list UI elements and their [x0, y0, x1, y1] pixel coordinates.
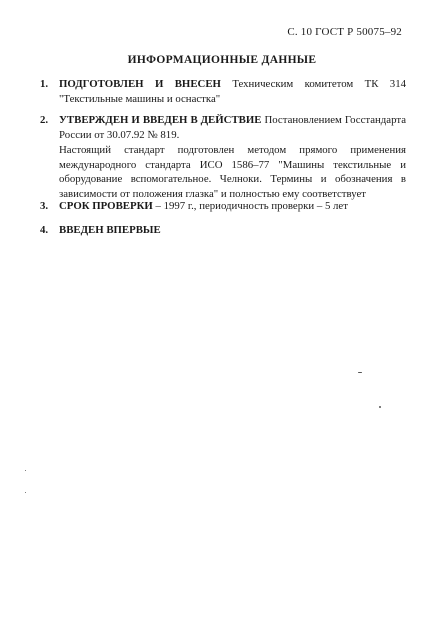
- info-item-review-date: [40, 199, 406, 214]
- item-text: Постановлением Госстандарта России от 30.07.92 № 819.: [59, 114, 406, 141]
- scan-speck: [379, 406, 381, 408]
- info-item-approved: [40, 113, 406, 201]
- scan-speck: [358, 372, 362, 373]
- item-body: [59, 199, 406, 214]
- item-number: 2.: [40, 114, 49, 126]
- item-body: [59, 223, 406, 238]
- item-lead: ПОДГОТОВЛЕН И ВНЕСЕН: [59, 78, 221, 90]
- item-text: Техническим комитетом ТК 314 "Текстильные машины и оснастка": [59, 78, 406, 105]
- item-body: [59, 77, 406, 106]
- item-text: – 1997 г., периодичность проверки – 5 лет: [152, 200, 348, 212]
- item-note: Настоящий стандарт подготовлен методом прямого применения международного стандарта ИСО 1586–77 "Машины текстильные и оборудование вспомогательное. Челноки. Термины и обозначения в зависимости от положения глазка" и полностью ему соответствует: [59, 144, 406, 200]
- item-lead: УТВЕРЖДЕН И ВВЕДЕН В ДЕЙСТВИЕ: [59, 114, 262, 126]
- section-title: ИНФОРМАЦИОННЫЕ ДАННЫЕ: [127, 54, 317, 66]
- info-item-first-introduced: [40, 223, 406, 238]
- scan-speck: [25, 492, 26, 493]
- item-lead: СРОК ПРОВЕРКИ: [59, 200, 153, 212]
- scan-speck: [25, 470, 26, 471]
- running-header: С. 10 ГОСТ Р 50075–92: [287, 26, 402, 38]
- info-item-prepared: [40, 77, 406, 106]
- item-body: [59, 113, 406, 201]
- item-number: 3.: [40, 200, 49, 212]
- item-number: 4.: [40, 224, 49, 236]
- item-lead: ВВЕДЕН ВПЕРВЫЕ: [59, 224, 161, 236]
- item-number: 1.: [40, 78, 49, 90]
